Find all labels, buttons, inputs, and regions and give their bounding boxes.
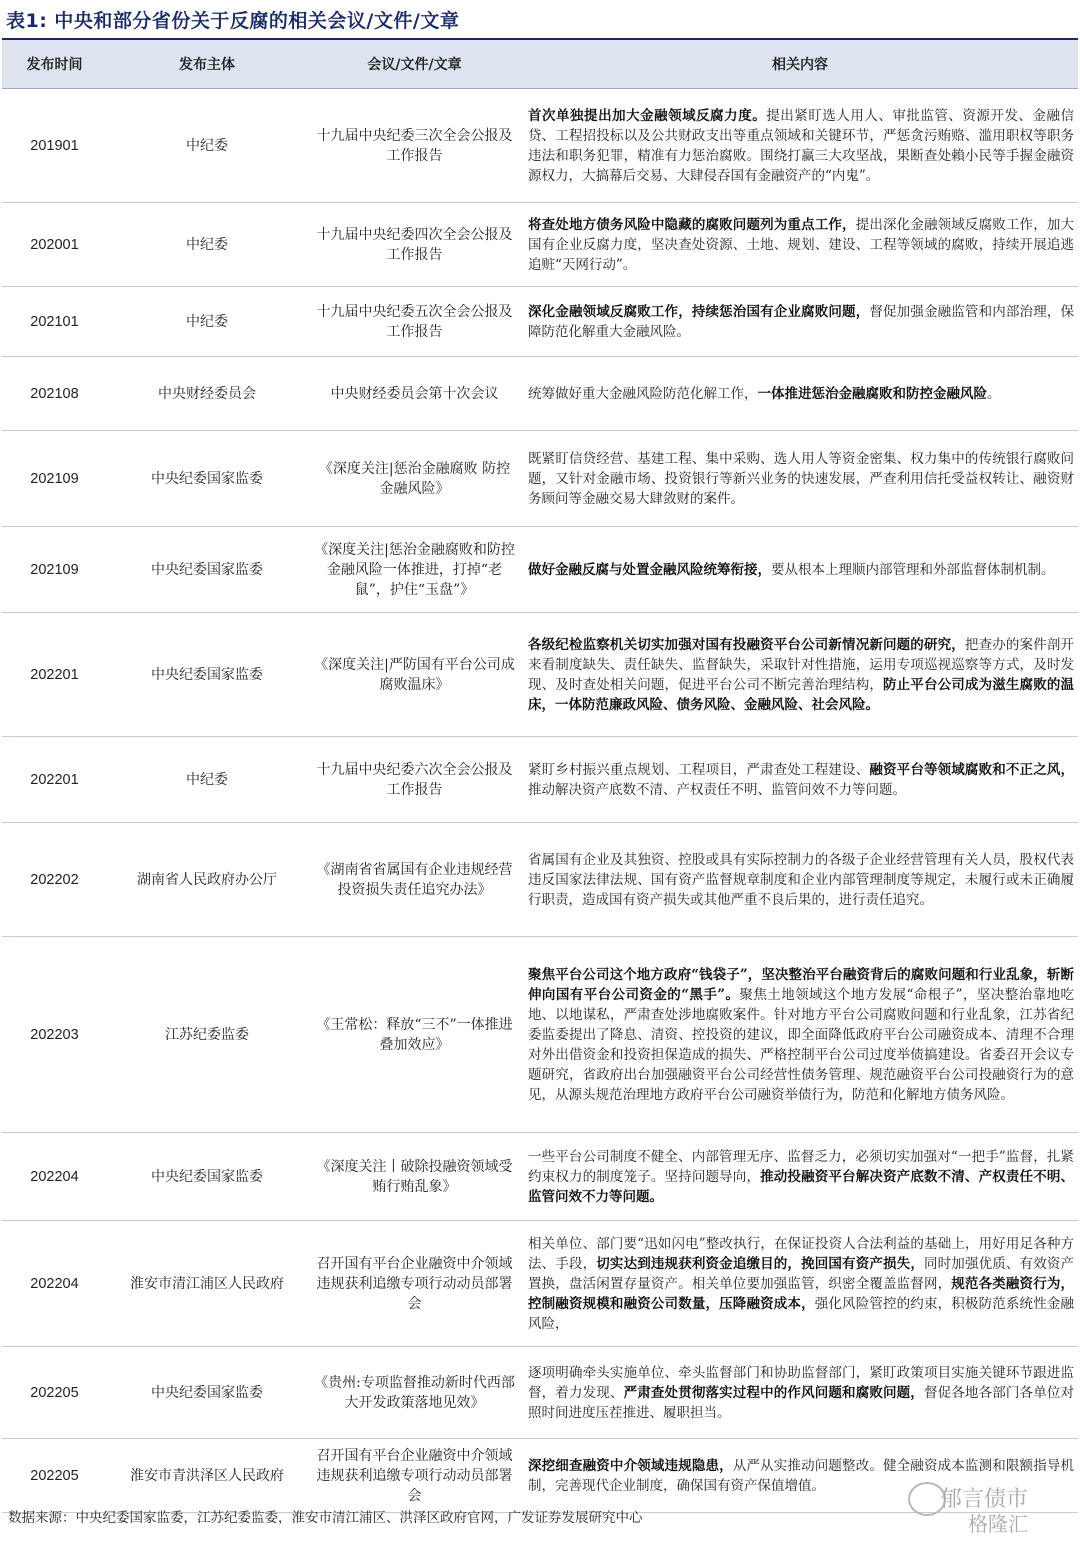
table-title: 表1: 中央和部分省份关于反腐的相关会议/文件/文章 [6, 10, 460, 32]
content-text: 督促加强金融监管和内部治理，保障防范化解重大金融风险。 [528, 303, 1075, 340]
content-text: 紧盯乡村振兴重点规划、工程项目，严肃查处工程建设、 [528, 761, 870, 778]
cell-date: 202204 [2, 1133, 107, 1221]
header-document: 会议/文件/文章 [307, 39, 522, 89]
cell-source: 中纪委 [107, 89, 307, 203]
cell-source: 江苏纪委监委 [107, 937, 307, 1133]
content-emphasis: 防止平台公司成为滋生腐败的温床，一体防范廉政风险、债务风险、金融风险、社会风险。 [528, 676, 1074, 713]
table-row [2, 613, 1078, 737]
table-row [2, 737, 1078, 823]
content-text: 要从根本上理顺内部管理和外部监督体制机制。 [771, 561, 1055, 578]
cell-source: 中央纪委国家监委 [107, 613, 307, 737]
content-text: 把查办的案件剖开来看制度缺失、责任缺失、监督缺失，采取针对性措施，运用专项巡视巡察等方式，及时发现、及时查处相关问题，促进平台公司不断完善治理结构， [528, 636, 1074, 693]
cell-content [522, 89, 1078, 203]
header-source: 发布主体 [107, 39, 307, 89]
content-text: 提出深化金融领域反腐败工作，加大国有企业反腐力度，坚决查处资源、土地、规划、建设、工程等领域的腐败，持续开展追逃追赃“天网行动”。 [528, 216, 1075, 273]
content-emphasis: 将查处地方债务风险中隐藏的腐败问题列为重点工作， [528, 216, 856, 233]
watermark-brand: 格隆汇 [968, 1512, 1028, 1536]
data-source-note: 数据来源：中央纪委国家监委，江苏纪委监委，淮安市清江浦区、洪泽区政府官网，广发证券发展研究中心 [8, 1510, 643, 1526]
cell-content [522, 357, 1078, 431]
cell-date: 202205 [2, 1347, 107, 1439]
cell-content [522, 1347, 1078, 1439]
cell-source: 中纪委 [107, 287, 307, 357]
content-text: 。 [987, 385, 1001, 402]
content-emphasis: 推动投融资平台解决资产底数不清、产权责任不明、监管问效不力等问题。 [528, 1168, 1075, 1205]
content-text: 聚焦土地领域这个地方发展“命根子”，坚决整治靠地吃地、以地谋私，严肃查处涉地腐败案件。针对地方平台公司腐败问题和行业乱象，江苏省纪委监委提出了降息、清资、控投资的建议，即全面降低政府平台公司融资成本、清理不合理对外出借资金和投资担保造成的损失、严格控制平台公司过度举债搞建设。省委召开会议专题研究，省政府出台加强融资平台公司经营性债务管理、规范融资平台公司投融资行为的意见，从源头规范治理地方政府平台公司融资举债行为，防范和化解地方债务风险。 [528, 986, 1075, 1103]
cell-document: 召开国有平台企业融资中介领域违规获利追缴专项行动动员部署会 [307, 1221, 522, 1347]
cell-date: 202001 [2, 203, 107, 287]
cell-source: 中央纪委国家监委 [107, 431, 307, 527]
cell-date: 202201 [2, 613, 107, 737]
table-header-row [2, 39, 1078, 89]
header-content: 相关内容 [522, 39, 1078, 89]
content-emphasis: 一体推进惩治金融腐败和防控金融风险 [757, 385, 987, 402]
cell-content [522, 1133, 1078, 1221]
table-row [2, 287, 1078, 357]
cell-document: 中央财经委员会第十次会议 [307, 357, 522, 431]
content-emphasis: 规范各类融资行为，控制融资规模和融资公司数量，压降融资成本， [528, 1275, 1075, 1312]
cell-date: 202205 [2, 1439, 107, 1513]
table-row [2, 1347, 1078, 1439]
content-text: 相关单位、部门要“迅如闪电”整改执行，在保证投资人合法利益的基础上，用好用足各种方法、手段， [528, 1235, 1074, 1272]
cell-document: 《深度关注|严防国有平台公司成腐败温床》 [307, 613, 522, 737]
cell-document: 十九届中央纪委五次全会公报及工作报告 [307, 287, 522, 357]
cell-source: 中纪委 [107, 203, 307, 287]
content-text: 同时加强优质、有效资产置换，盘活闲置存量资产。相关单位要加强监管，织密全覆盖监督网， [528, 1255, 1075, 1292]
cell-content [522, 737, 1078, 823]
cell-document: 召开国有平台企业融资中介领域违规获利追缴专项行动动员部署会 [307, 1439, 522, 1513]
cell-document: 十九届中央纪委三次全会公报及工作报告 [307, 89, 522, 203]
content-text: 从严从实推动问题整改。健全融资成本监测和限额指导机制，完善现代企业制度，确保国有资产保值增值。 [528, 1457, 1075, 1494]
content-text: 强化风险管控的约束，积极防范系统性金融风险， [528, 1295, 1075, 1332]
watermark-name: 郁言债市 [940, 1487, 1029, 1512]
table-row [2, 431, 1078, 527]
content-text: 统筹做好重大金融风险防范化解工作， [528, 385, 758, 402]
cell-source: 淮安市清江浦区人民政府 [107, 1221, 307, 1347]
cell-content [522, 1221, 1078, 1347]
cell-date: 202202 [2, 823, 107, 937]
cell-content [522, 287, 1078, 357]
cell-document: 《贵州:专项监督推动新时代西部大开发政策落地见效》 [307, 1347, 522, 1439]
content-emphasis: 深挖细查融资中介领域违规隐患， [528, 1457, 733, 1474]
cell-date: 202109 [2, 527, 107, 613]
cell-document: 十九届中央纪委四次全会公报及工作报告 [307, 203, 522, 287]
cell-date: 201901 [2, 89, 107, 203]
watermark [908, 1478, 1078, 1534]
content-text: 推动解决资产底数不清、产权责任不明、监管问效不力等问题。 [528, 781, 906, 798]
content-text: 督促各地各部门各单位对照时间进度压茬推进、履职担当。 [528, 1384, 1075, 1421]
cell-source: 淮安市青洪泽区人民政府 [107, 1439, 307, 1513]
cell-content [522, 527, 1078, 613]
cell-date: 202108 [2, 357, 107, 431]
cell-source: 湖南省人民政府办公厅 [107, 823, 307, 937]
cell-date: 202201 [2, 737, 107, 823]
table-row [2, 357, 1078, 431]
cell-date: 202204 [2, 1221, 107, 1347]
content-text: 省属国有企业及其独资、控股或具有实际控制力的各级子企业经营管理有关人员，股权代表违反国家法律法规、国有资产监督规章制度和企业内部管理制度等规定，未履行或未正确履行职责，造成国有资产损失或其他严重不良后果的，进行责任追究。 [528, 851, 1074, 908]
content-emphasis: 聚焦平台公司这个地方政府“钱袋子”，坚决整治平台融资背后的腐败问题和行业乱象，斩断伸向国有平台公司资金的“黑手”。 [528, 966, 1074, 1003]
content-emphasis: 各级纪检监察机关切实加强对国有投融资平台公司新情况新问题的研究， [528, 636, 965, 653]
header-date: 发布时间 [2, 39, 107, 89]
content-emphasis: 首次单独提出加大金融领域反腐力度。 [528, 107, 767, 124]
table-row [2, 937, 1078, 1133]
cell-source: 中纪委 [107, 737, 307, 823]
cell-document: 十九届中央纪委六次全会公报及工作报告 [307, 737, 522, 823]
cell-date: 202109 [2, 431, 107, 527]
table-row [2, 89, 1078, 203]
cell-source: 中央纪委国家监委 [107, 527, 307, 613]
cell-document: 《湖南省省属国有企业违规经营投资损失责任追究办法》 [307, 823, 522, 937]
cell-source: 中央纪委国家监委 [107, 1133, 307, 1221]
cell-content [522, 613, 1078, 737]
cell-document: 《深度关注|惩治金融腐败 防控金融风险》 [307, 431, 522, 527]
cell-date: 202101 [2, 287, 107, 357]
content-text: 一些平台公司制度不健全、内部管理无序、监督乏力，必须切实加强对“一把手”监督，扎紧约束权力的制度笼子。坚持问题导向， [528, 1148, 1074, 1185]
cell-source: 中央纪委国家监委 [107, 1347, 307, 1439]
content-text: 既紧盯信贷经营、基建工程、集中采购、选人用人等资金密集、权力集中的传统银行腐败问题，又针对金融市场、投资银行等新兴业务的快速发展，严查利用信托受益权转让、融资财务顾问等金融交易大肆敛财的案件。 [528, 450, 1074, 507]
cell-content [522, 431, 1078, 527]
content-emphasis: 融资平台等领域腐败和不正之风， [869, 761, 1075, 778]
cell-document: 《深度关注|惩治金融腐败和防控金融风险一体推进，打掉“老鼠”，护住“玉盘”》 [307, 527, 522, 613]
cell-content [522, 823, 1078, 937]
cell-content [522, 937, 1078, 1133]
content-text: 逐项明确牵头实施单位、牵头监督部门和协助监督部门，紧盯政策项目实施关键环节跟进监督，着力发现、 [528, 1364, 1074, 1401]
cell-document: 《深度关注丨破除投融资领域受贿行贿乱象》 [307, 1133, 522, 1221]
cell-source: 中央财经委员会 [107, 357, 307, 431]
content-emphasis: 严肃查处贯彻落实过程中的作风问题和腐败问题， [623, 1384, 924, 1401]
table-row [2, 823, 1078, 937]
anticorruption-table [2, 38, 1078, 1513]
cell-content [522, 203, 1078, 287]
table-row [2, 527, 1078, 613]
content-emphasis: 切实达到违规获利资金追缴目的，挽回国有资产损失， [596, 1255, 924, 1272]
table-row [2, 1221, 1078, 1347]
content-emphasis: 做好金融反腐与处置金融风险统筹衔接， [528, 561, 771, 578]
content-emphasis: 深化金融领域反腐败工作，持续惩治国有企业腐败问题， [528, 303, 870, 320]
table-row [2, 203, 1078, 287]
cell-date: 202203 [2, 937, 107, 1133]
cell-document: 《王常松：释放“三不”一体推进叠加效应》 [307, 937, 522, 1133]
content-text: 提出紧盯选人用人、审批监管、资源开发、金融信贷、工程招投标以及公共财政支出等重点领域和关键环节，严惩贪污贿赂、滥用职权等职务违法和职务犯罪，精准有力惩治腐败。围绕打赢三大攻坚战，果断查处賴小民等手握金融资源权力，大搞幕后交易、大肆侵吞国有金融资产的“内鬼”。 [528, 107, 1075, 184]
table-row [2, 1133, 1078, 1221]
